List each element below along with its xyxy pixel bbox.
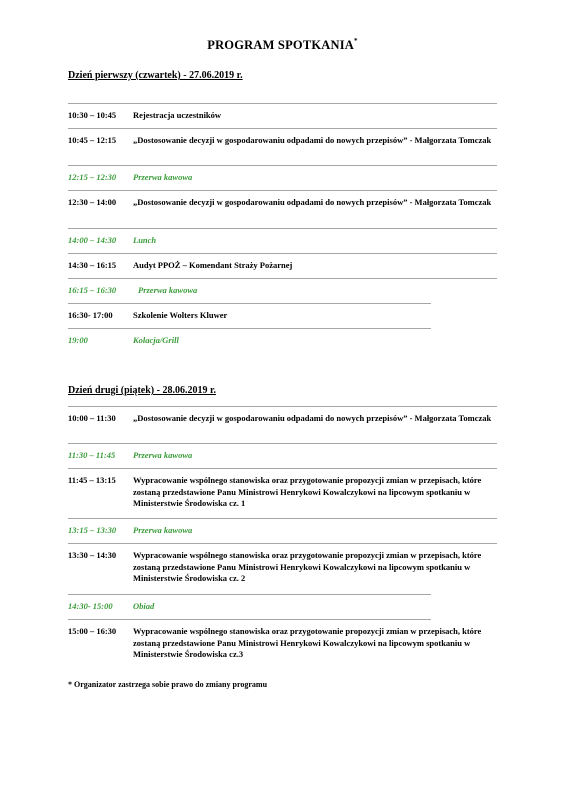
row-description: Szkolenie Wolters Kluwer bbox=[133, 310, 228, 320]
row-time: 14:00 – 14:30 bbox=[68, 235, 117, 245]
separator bbox=[68, 328, 431, 329]
row-description: Wypracowanie wspólnego stanowiska oraz przygotowanie propozycji zmian w przepisach, które zostaną przedstawione Panu Ministrowi Henrykowi Kowalczykowi na lipcowym spotkaniu w Ministerstwie Środowiska cz. 1 bbox=[133, 475, 482, 508]
separator bbox=[68, 468, 497, 469]
separator bbox=[68, 303, 431, 304]
separator bbox=[68, 594, 431, 595]
row-time: 12:30 – 14:00 bbox=[68, 197, 117, 207]
footnote: * Organizator zastrzega sobie prawo do zmiany programu bbox=[68, 680, 268, 689]
row-description: „Dostosowanie decyzji w gospodarowaniu odpadami do nowych przepisów” - Małgorzata Tomczak bbox=[133, 413, 492, 423]
separator bbox=[68, 128, 497, 129]
title-text: PROGRAM SPOTKANIA bbox=[207, 38, 355, 52]
row-time: 14:30 – 16:15 bbox=[68, 260, 117, 270]
title-footnote-mark: * bbox=[354, 37, 358, 45]
separator bbox=[68, 406, 497, 407]
row-time: 11:30 – 11:45 bbox=[68, 450, 116, 460]
row-description: Wypracowanie wspólnego stanowiska oraz przygotowanie propozycji zmian w przepisach, które zostaną przedstawione Panu Ministrowi Henrykowi Kowalczykowi na lipcowym spotkaniu w Ministerstwie Środowiska cz.3 bbox=[133, 626, 482, 659]
row-description: Przerwa kawowa bbox=[138, 285, 198, 295]
day2-heading: Dzień drugi (piątek) - 28.06.2019 r. bbox=[68, 385, 216, 396]
row-description: Obiad bbox=[133, 601, 155, 611]
separator bbox=[68, 253, 497, 254]
separator bbox=[68, 103, 497, 104]
row-description: „Dostosowanie decyzji w gospodarowaniu odpadami do nowych przepisów” - Małgorzata Tomczak bbox=[133, 197, 492, 207]
separator bbox=[68, 619, 431, 620]
row-description: Przerwa kawowa bbox=[133, 525, 193, 535]
row-time: 10:30 – 10:45 bbox=[68, 110, 117, 120]
row-time: 13:15 – 13:30 bbox=[68, 525, 117, 535]
separator bbox=[68, 165, 497, 166]
day1-heading: Dzień pierwszy (czwartek) - 27.06.2019 r. bbox=[68, 70, 243, 81]
row-time: 13:30 – 14:30 bbox=[68, 550, 117, 560]
row-time: 14:30- 15:00 bbox=[68, 601, 113, 611]
separator bbox=[68, 228, 497, 229]
separator bbox=[68, 190, 497, 191]
separator bbox=[68, 278, 497, 279]
page-title bbox=[0, 38, 565, 53]
row-description: Lunch bbox=[133, 235, 157, 245]
row-time: 19:00 bbox=[68, 335, 88, 345]
row-time: 10:45 – 12:15 bbox=[68, 135, 117, 145]
separator bbox=[68, 443, 497, 444]
row-time: 11:45 – 13:15 bbox=[68, 475, 116, 485]
row-time: 15:00 – 16:30 bbox=[68, 626, 117, 636]
row-description: Audyt PPOŻ – Komendant Straży Pożarnej bbox=[133, 260, 293, 270]
row-time: 16:15 – 16:30 bbox=[68, 285, 117, 295]
row-description: Przerwa kawowa bbox=[133, 172, 193, 182]
row-description: Wypracowanie wspólnego stanowiska oraz przygotowanie propozycji zmian w przepisach, które zostaną przedstawione Panu Ministrowi Henrykowi Kowalczykowi na lipcowym spotkaniu w Ministerstwie Środowiska cz. 2 bbox=[133, 550, 482, 583]
row-time: 12:15 – 12:30 bbox=[68, 172, 117, 182]
separator bbox=[68, 518, 497, 519]
row-description: „Dostosowanie decyzji w gospodarowaniu odpadami do nowych przepisów” - Małgorzata Tomczak bbox=[133, 135, 492, 145]
row-description: Kolacja/Grill bbox=[133, 335, 179, 345]
row-time: 10:00 – 11:30 bbox=[68, 413, 116, 423]
row-time: 16:30- 17:00 bbox=[68, 310, 113, 320]
row-description: Przerwa kawowa bbox=[133, 450, 193, 460]
row-description: Rejestracja uczestników bbox=[133, 110, 222, 120]
separator bbox=[68, 543, 497, 544]
